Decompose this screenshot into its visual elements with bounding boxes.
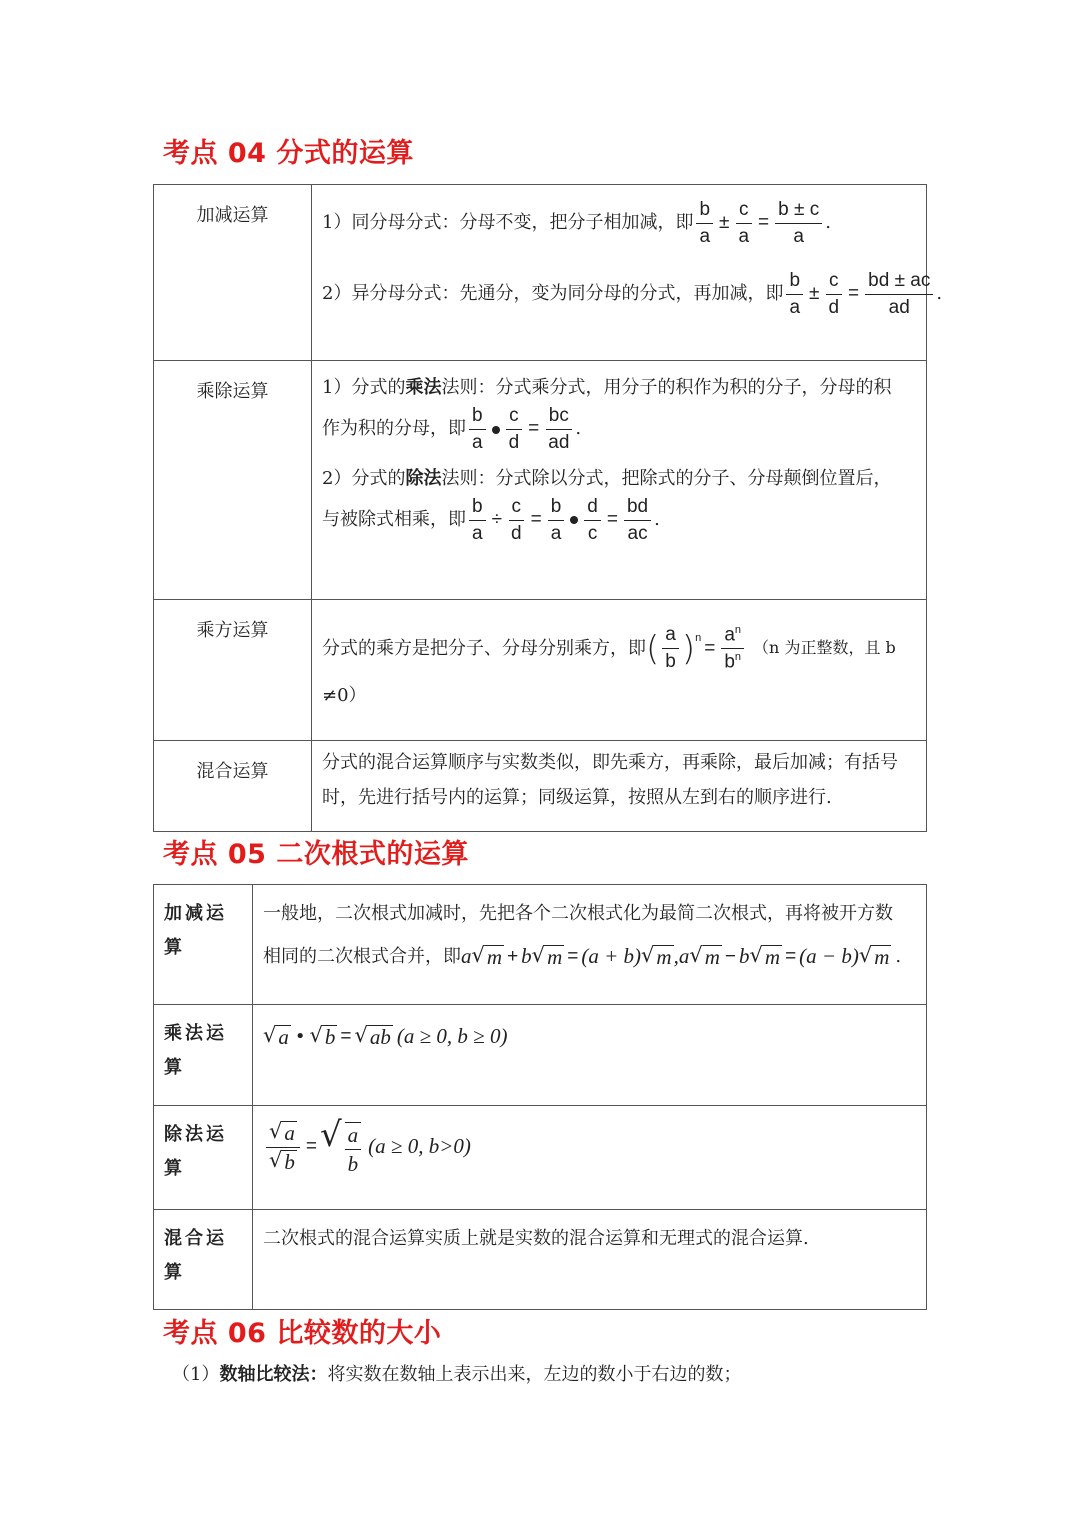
content-cell: [253, 1005, 927, 1106]
radical-divide-formula: √ a √ b = √ $\frac{a}{b}$ (a ≥ 0, b>0): [263, 1118, 918, 1176]
category-cell: 乘除运算: [154, 361, 312, 600]
content-cell: [253, 1106, 927, 1210]
fraction: $\frac{b}{a}$: [786, 270, 803, 319]
category-cell: 混合运算: [154, 1210, 253, 1310]
same-denominator-rule: 1）同分母分式：分母不变，把分子相加减，即 $\frac{b}{a}$ ± $\frac{c}{a}$ = $\frac{b \pm c}{a}$ .: [322, 199, 831, 247]
content-cell: 分式的混合运算顺序与实数类似，即先乘方，再乘除，最后加减；有括号时，先进行括号内的运算；同级运算，按照从左到右的顺序进行.: [312, 741, 927, 832]
fraction: $\frac{bd \pm ac}{ad}$: [865, 270, 933, 319]
radical-multiply-formula: √ a • √ b = √ ab (a ≥ 0, b ≥ 0): [263, 1022, 508, 1049]
content-cell: [312, 361, 927, 600]
section-06-title: 考点 06 比较数的大小: [163, 1318, 442, 1349]
table-row: [154, 185, 927, 361]
multiply-dot-icon: [570, 516, 578, 524]
table-row: [154, 1005, 927, 1106]
section-04-title: 考点 04 分式的运算: [163, 138, 414, 169]
category-cell: 乘方运算: [154, 600, 312, 741]
fraction: $\frac{b}{a}$: [469, 496, 486, 545]
table-row: [154, 1210, 927, 1310]
content-cell: 分式的乘方是把分子、分母分别乘方，即 ( $\frac{a}{b}$ ) $^n$ = $\frac{a^n}{b^n}$ （n 为正整数，且 b ≠0）: [312, 600, 927, 741]
category-cell: 加减运算: [154, 885, 253, 1005]
multiply-dot-icon: [492, 426, 500, 434]
fraction: √ a √ b: [266, 1121, 300, 1174]
category-cell: 除法运算: [154, 1106, 253, 1210]
category-cell: 混合运算: [154, 741, 312, 832]
fraction: $\frac{d}{c}$: [584, 496, 601, 545]
table-row: [154, 600, 927, 741]
fraction: $\frac{c}{d}$: [825, 270, 842, 319]
fraction: $\frac{b}{a}$: [469, 405, 486, 454]
power-rule: 分式的乘方是把分子、分母分别乘方，即 ( $\frac{a}{b}$ ) $^n$ = $\frac{a^n}{b^n}$ （n 为正整数，且 b: [322, 624, 896, 673]
fraction-operations-table: [153, 184, 943, 832]
radical-add-formula: 相同的二次根式合并，即 a √ m + b √ m = (a + b) √ m , a √ m − b √ m = (a − b) √ m .: [263, 943, 902, 970]
content-cell: 一般地，二次根式加减时，先把各个二次根式化为最简二次根式，再将被开方数 相同的二次根式合并，即 a √ m + b √ m = (a + b) √ m , a √ m − b √ m = (a − b) √ m .: [253, 885, 927, 1005]
fraction: $\frac{a^n}{b^n}$: [721, 624, 744, 673]
fraction: $\frac{b}{a}$: [548, 496, 565, 545]
table-row: [154, 361, 927, 600]
fraction: $\frac{bd}{ac}$: [624, 496, 651, 545]
fraction: $\frac{c}{d}$: [506, 405, 523, 454]
section-05-title: 考点 05 二次根式的运算: [163, 839, 469, 870]
table-row: [154, 1106, 927, 1210]
division-rule: 2）分式的除法法则：分式除以分式，把除式的分子、分母颠倒位置后， 与被除式相乘，即 $\frac{b}{a}$ ÷ $\frac{c}{d}$ = $\frac{b}{a}$ $\frac{d}{c}$ = $\frac{bd}{ac}$ .: [322, 467, 892, 544]
different-denominator-rule: 2）异分母分式：先通分，变为同分母的分式，再加减，即 $\frac{b}{a}$ ± $\frac{c}{d}$ = $\frac{bd \pm ac}{ad}$ .: [322, 269, 943, 318]
fraction: $\frac{b}{a}$: [696, 199, 713, 248]
multiplication-rule: 1）分式的乘法法则：分式乘分式，用分子的积作为积的分子，分母的积 作为积的分母，即 $\frac{b}{a}$ $\frac{c}{d}$ = $\frac{bc}{ad}$ .: [322, 377, 892, 454]
fraction: $\frac{a}{b}$: [662, 624, 679, 673]
number-line-comparison: （1）数轴比较法：将实数在数轴上表示出来，左边的数小于右边的数；: [172, 1364, 742, 1385]
fraction: $\frac{bc}{ad}$: [545, 405, 572, 454]
fraction: $\frac{a}{b}$: [345, 1122, 362, 1176]
fraction: $\frac{c}{d}$: [508, 496, 525, 545]
category-cell: 乘法运算: [154, 1005, 253, 1106]
content-cell: 二次根式的混合运算实质上就是实数的混合运算和无理式的混合运算.: [253, 1210, 927, 1310]
category-cell: 加减运算: [154, 185, 312, 361]
fraction: $\frac{b \pm c}{a}$: [775, 199, 822, 248]
content-cell: [312, 185, 943, 361]
table-row: [154, 741, 927, 832]
table-row: [154, 885, 927, 1005]
radical-operations-table: [153, 884, 927, 1310]
fraction: $\frac{c}{a}$: [735, 199, 752, 248]
